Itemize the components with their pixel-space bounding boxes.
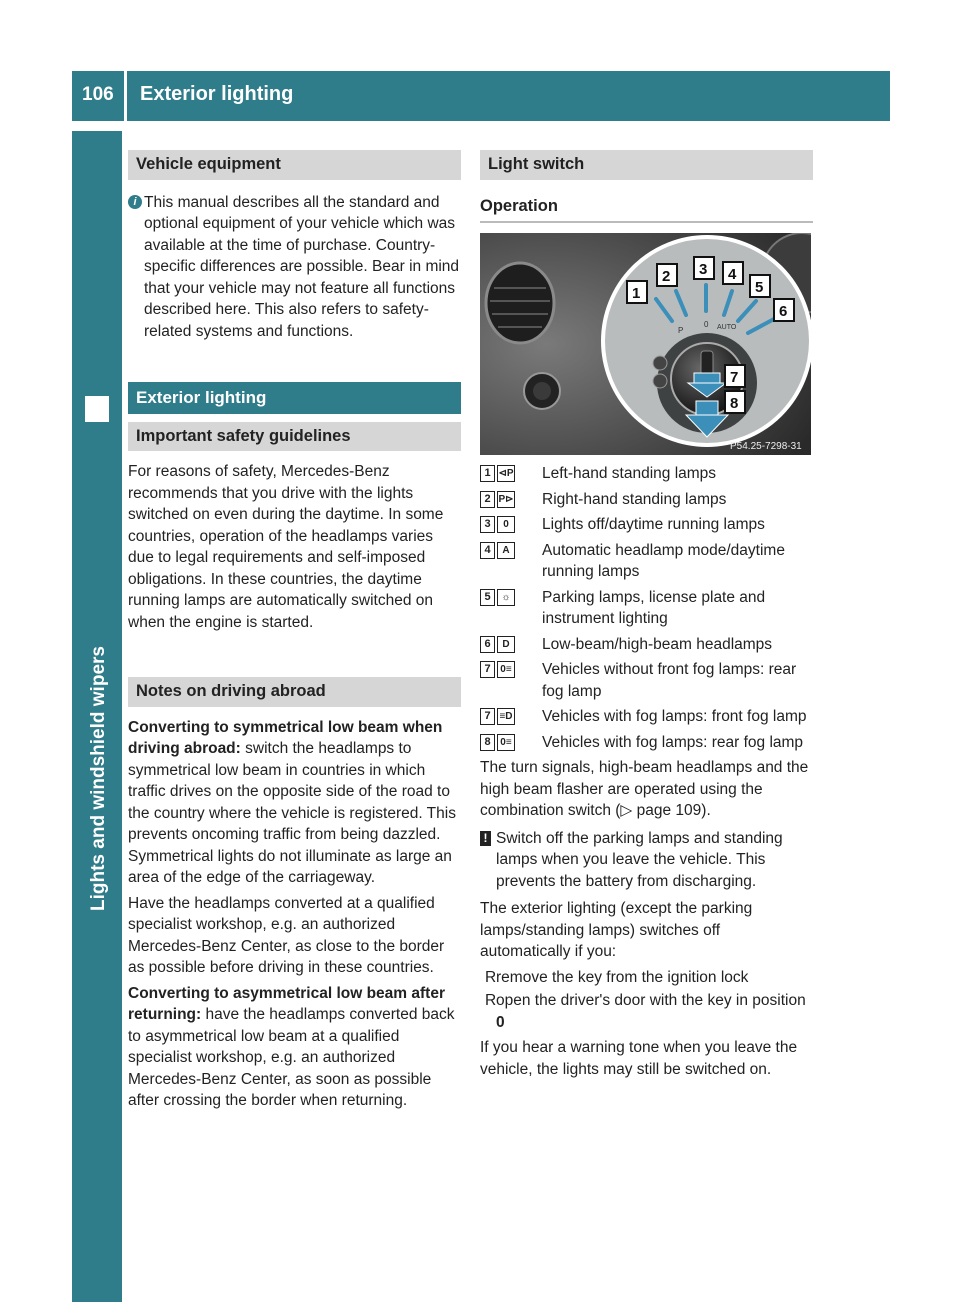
legend-number: 7 — [480, 708, 495, 725]
callout-5: 5 — [755, 279, 764, 296]
position-value: 0 — [496, 1013, 505, 1031]
dial-label: 0 — [704, 320, 709, 329]
chapter-title-wrap — [72, 431, 122, 1031]
header-divider — [124, 71, 127, 121]
right-column — [480, 150, 813, 1084]
legend-item — [480, 634, 813, 656]
list-item — [480, 967, 813, 989]
legend-number: 6 — [480, 636, 495, 653]
list-item-text: open the driver's door with the key in position — [496, 992, 806, 1009]
warning-text: Switch off the parking lamps and standing lamps when you leave the vehicle. This prevents the battery from discharging. — [496, 829, 783, 890]
legend-text: Vehicles with fog lamps: front fog lamp — [542, 708, 807, 725]
legend-text: Lights off/daytime running lamps — [542, 516, 765, 533]
left-standing-lamp-icon: ⊲P — [497, 465, 515, 482]
callout-8: 8 — [730, 395, 739, 412]
callout-2: 2 — [662, 268, 671, 285]
abroad-paragraph-3 — [128, 983, 461, 1112]
legend-number: 4 — [480, 542, 495, 559]
legend-item — [480, 514, 813, 536]
warning-icon: ! — [480, 831, 491, 846]
warning-tone-paragraph: If you hear a warning tone when you leave the vehicle, the lights may still be switched on. — [480, 1039, 798, 1078]
side-button — [653, 374, 667, 388]
right-standing-lamp-icon: P⊳ — [497, 491, 515, 508]
callout-3: 3 — [699, 261, 708, 278]
auto-headlamp-icon: A — [497, 542, 515, 559]
small-knob — [533, 382, 551, 400]
abroad-p1-text: switch the headlamps to symmetrical low beam in countries in which traffic drives on the opposite side of the road to the country where the vehicle is registered. This prevents oncoming traffic from being dazzled. Symmetrical lights do not illuminate as large an area of the edge of the carriageway. — [128, 740, 456, 886]
side-button — [653, 356, 667, 370]
legend-item — [480, 489, 813, 511]
light-switch-illustration — [480, 233, 811, 455]
legend-text: Right-hand standing lamps — [542, 490, 727, 508]
chapter-sidebar — [72, 131, 122, 1302]
low-beam-icon: D — [497, 636, 515, 653]
safety-text: For reasons of safety, Mercedes-Benz recommends that you drive with the lights switched on even during the daytime. In some countries, operation of the headlamps varies due to legal requirements and self-imposed obligations. In these countries, the daytime running lamps are automatically switched on when the engine is started. — [128, 463, 444, 631]
abroad-heading: Notes on driving abroad — [128, 677, 461, 707]
info-text: This manual describes all the standard and optional equipment of your vehicle which was available at the time of purchase. Country-specific differences are possible. Bear in mind that your vehicle may not feature all functions described here. This also refers to safety-related systems and functions. — [144, 193, 460, 340]
warning-note — [480, 828, 813, 893]
legend-item — [480, 463, 813, 485]
legend-item — [480, 659, 813, 702]
list-item-text: remove the key from the ignition lock — [496, 968, 749, 986]
turn-signal-paragraph: The turn signals, high-beam headlamps and the high beam flasher are operated using the combination switch (▷ page 109). — [480, 759, 809, 819]
legend-item — [480, 732, 813, 754]
chapter-marker — [85, 396, 109, 422]
callout-7: 7 — [730, 369, 739, 386]
legend-item — [480, 540, 813, 583]
operation-heading: Operation — [480, 190, 813, 224]
legend-text: Parking lamps, license plate and instrument lighting — [542, 588, 766, 627]
legend-list — [480, 463, 813, 753]
abroad-paragraph-2: Have the headlamps converted at a qualified specialist workshop, e.g. an authorized Mercedes-Benz Center, as close to the border as possible before driving in these countries. — [128, 894, 445, 976]
legend-text: Vehicles without front fog lamps: rear fog lamp — [542, 661, 797, 700]
legend-number: 3 — [480, 516, 495, 533]
callout-4: 4 — [728, 266, 737, 283]
info-icon: i — [128, 195, 142, 209]
abroad-p1-bold: Converting to symmetrical low beam when driving abroad: — [128, 718, 443, 757]
legend-item — [480, 706, 813, 728]
parking-lamp-icon: ☼ — [497, 589, 515, 606]
rear-fog-lamp-icon: 0≡ — [497, 661, 515, 678]
auto-off-list — [480, 967, 813, 1034]
light-switch-heading: Light switch — [480, 150, 813, 180]
vehicle-equipment-heading: Vehicle equipment — [128, 150, 461, 180]
list-item — [480, 990, 813, 1033]
dial-label: P — [678, 326, 684, 335]
air-vent — [486, 263, 554, 343]
legend-number: 5 — [480, 589, 495, 606]
page-number: 106 — [82, 84, 114, 105]
safety-heading: Important safety guidelines — [128, 422, 461, 452]
legend-number: 8 — [480, 734, 495, 751]
rear-fog-lamp-icon: 0≡ — [497, 734, 515, 751]
auto-off-paragraph: The exterior lighting (except the parking lamps/standing lamps) switches off automatically if you: — [480, 900, 753, 960]
legend-item — [480, 587, 813, 630]
lights-off-icon: 0 — [497, 516, 515, 533]
page-title: Exterior lighting — [140, 83, 294, 105]
legend-number: 1 — [480, 465, 495, 482]
legend-number: 2 — [480, 491, 495, 508]
abroad-p3-text: have the headlamps converted back to asymmetrical low beam at a qualified specialist workshop, e.g. an authorized Mercedes-Benz Center, as soon as possible after crossing the border when returning. — [128, 1006, 455, 1109]
legend-number: 7 — [480, 661, 495, 678]
exterior-lighting-heading: Exterior lighting — [128, 382, 461, 414]
abroad-paragraph-1 — [128, 717, 461, 889]
dial-label: AUTO — [717, 324, 737, 331]
legend-text: Left-hand standing lamps — [542, 465, 717, 482]
front-fog-lamp-icon: ≡D — [497, 708, 515, 725]
callout-1: 1 — [632, 285, 641, 302]
page-header — [72, 71, 890, 121]
light-switch-photo — [480, 233, 811, 455]
legend-text: Vehicles with fog lamps: rear fog lamp — [542, 733, 804, 751]
legend-text: Automatic headlamp mode/daytime running lamps — [542, 541, 785, 580]
legend-text: Low-beam/high-beam headlamps — [542, 635, 773, 653]
abroad-p3-bold: Converting to asymmetrical low beam after returning: — [128, 984, 445, 1023]
bullet-icon: R — [485, 992, 497, 1009]
callout-6: 6 — [779, 303, 788, 320]
left-column — [128, 150, 461, 1116]
bullet-icon: R — [485, 968, 497, 986]
image-code: P54.25-7298-31 — [730, 441, 802, 452]
chapter-title: Lights and windshield wipers — [88, 646, 109, 911]
info-note — [128, 192, 461, 343]
